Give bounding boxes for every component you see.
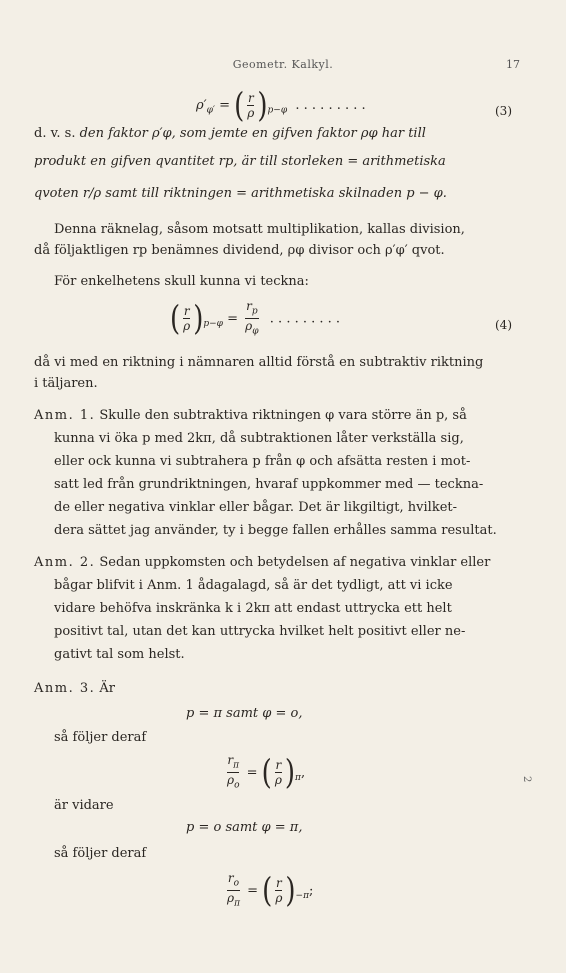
para2-line2: då följaktligen rp benämnes dividend, ρφ divisor och ρ′φ′ qvot. — [34, 243, 445, 258]
anm1-line1: Anm. 1. Skulle den subtraktiva riktningen φ vara större än p, så — [34, 408, 467, 423]
anm3-ar-vidare: är vidare — [54, 798, 114, 813]
para1-line1: d. v. s. den faktor ρ′φ, som jemte en gifven faktor ρφ har till — [34, 126, 426, 141]
anm1-line3: eller ock kunna vi subtrahera p från φ och afsätta resten i mot- — [54, 454, 471, 469]
para3-line2: i täljaren. — [34, 376, 98, 391]
signature-mark: 2 — [521, 776, 532, 783]
para3-line1: då vi med en riktning i nämnaren alltid förstå en subtraktiv riktning — [34, 355, 484, 370]
anm3-folj2: så följer deraf — [54, 846, 147, 861]
equation-4-label: (4) — [495, 318, 512, 332]
page-number: 17 — [506, 58, 520, 71]
equation-3: $\rho'_{\varphi'}$ = ( $\frac{r}{\rho}$ )$_{p-\varphi}$ . . . . . . . . . — [196, 86, 366, 125]
anm1-line4: satt led från grundriktningen, hvaraf uppkommer med — teckna- — [54, 477, 484, 492]
anm2-line4: positivt tal, utan det kan uttrycka hvilket helt positivt eller ne- — [54, 624, 466, 639]
anm1-line2: kunna vi öka p med 2kπ, då subtraktionen låter verkställa sig, — [54, 431, 464, 446]
anm2-line1: Anm. 2. Sedan uppkomsten och betydelsen af negativa vinklar eller — [34, 555, 491, 570]
equation-4: ( $\frac{r}{\rho}$ )$_{p-\varphi}$ = $\frac{r_p}{\rho_\varphi}$ . . . . . . . . . — [170, 299, 341, 339]
anm3-folj1: så följer deraf — [54, 730, 147, 745]
para2-line1: Denna räknelag, såsom motsatt multiplikation, kallas division, — [54, 222, 465, 237]
anm3-equation2: $\frac{r_o}{\rho_\pi}$ = ( $\frac{r}{\rho}$ )$_{-\pi}$; — [227, 871, 314, 911]
para1-line2: produkt en gifven qvantitet rp, är till storleken = arithmetiska — [34, 154, 446, 169]
anm3-condition2: p = o samt φ = π, — [186, 820, 303, 835]
para1-line3: qvoten r/ρ samt till riktningen = arithmetiska skilnaden p − φ. — [34, 186, 447, 201]
anm2-line5: gativt tal som helst. — [54, 647, 185, 662]
anm3-line1: Anm. 3. Är — [34, 681, 116, 696]
running-title: Geometr. Kalkyl. — [232, 58, 334, 71]
anm2-line3: vidare behöfva inskränka k i 2kπ att endast uttrycka ett helt — [54, 601, 452, 616]
anm1-heading: Anm. 1. — [34, 408, 96, 423]
anm3-equation1: $\frac{r_\pi}{\rho_o}$ = ( $\frac{r}{\rho}$ )$_\pi$, — [227, 753, 306, 793]
anm3-heading: Anm. 3. — [34, 681, 96, 696]
para2-line3: För enkelhetens skull kunna vi teckna: — [54, 274, 309, 289]
anm2-line2: bågar blifvit i Anm. 1 ådagalagd, så är det tydligt, att vi icke — [54, 578, 453, 593]
anm1-line5: de eller negativa vinklar eller bågar. Det är likgiltigt, hvilket- — [54, 500, 458, 515]
anm3-condition1: p = π samt φ = o, — [186, 706, 303, 721]
anm1-line6: dera sättet jag använder, ty i begge fallen erhålles samma resultat. — [54, 523, 497, 538]
equation-3-label: (3) — [495, 104, 512, 118]
anm2-heading: Anm. 2. — [34, 555, 96, 570]
